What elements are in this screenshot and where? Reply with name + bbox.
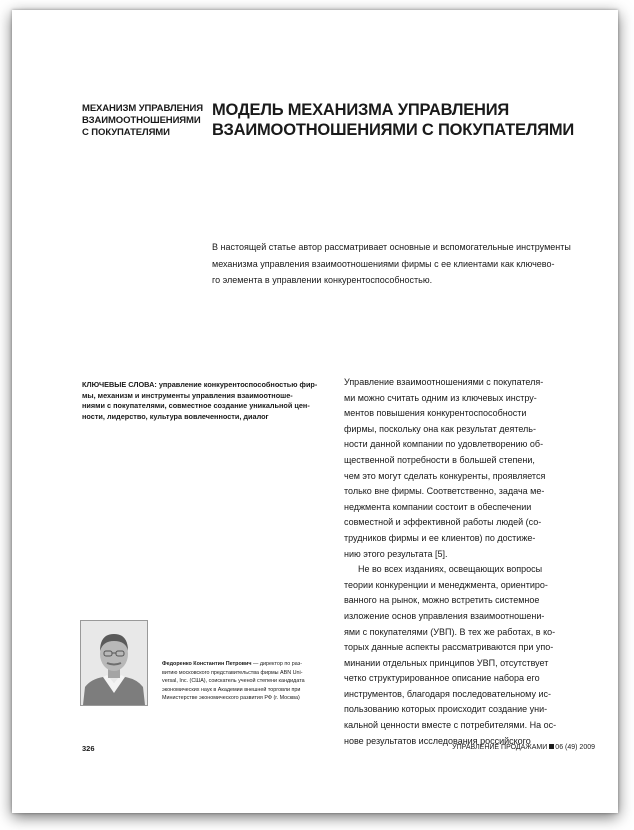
- author-name: Федоренко Константин Петрович: [162, 661, 252, 667]
- body-line: только вне фирмы. Соответственно, задача ме-: [344, 486, 545, 497]
- body-line: ми можно считать одним из ключевых инстру-: [344, 392, 537, 403]
- journal-issue: 06 (49) 2009: [555, 744, 595, 751]
- section-rubric: [82, 103, 222, 139]
- keywords-line: ниями с покупателями, совместное создание уникальной цен-: [82, 401, 310, 411]
- author-bio-line: Министерстве экономического развития РФ (г. Москва): [162, 695, 300, 702]
- body-line: кальной ценности вместе с потребителями. На ос-: [344, 720, 557, 731]
- body-line: пользованию которых происходит создание уни-: [344, 704, 548, 715]
- article-lead: [212, 239, 602, 289]
- body-line: нове результатов исследования российского: [344, 735, 531, 746]
- keywords-line: мы, механизм и инструменты управления взаимоотноше-: [82, 390, 293, 400]
- body-line: ментов повышения конкурентоспособности: [344, 408, 527, 419]
- body-line: нию этого результата [5].: [344, 548, 448, 559]
- keywords-line: КЛЮЧЕВЫЕ СЛОВА: управление конкурентоспособностью фир-: [82, 380, 318, 389]
- author-bio: [162, 660, 332, 703]
- body-line: фирмы, поскольку она как результат деятель-: [344, 423, 536, 434]
- author-photo: [80, 620, 148, 706]
- author-bio-line: versal, Inc. (США), соискатель ученой степени кандидата: [162, 678, 305, 685]
- body-line: щественной потребности в большей степени,: [344, 454, 535, 465]
- article-title: [212, 100, 602, 140]
- body-line: трудников фирмы и ее клиентов) по достиже-: [344, 532, 536, 543]
- keywords-block: [82, 380, 332, 422]
- body-line: чем это могут сделать конкуренты, проявляется: [344, 470, 546, 481]
- page-number: 326: [82, 744, 95, 753]
- body-line: изложение основ управления взаимоотношени-: [344, 610, 545, 621]
- title-line: ВЗАИМООТНОШЕНИЯМИ С ПОКУПАТЕЛЯМИ: [212, 121, 575, 139]
- body-line: ями с покупателями (УВП). В тех же работах, в ко-: [344, 626, 556, 637]
- lead-line: механизма управления взаимоотношениями фирмы с ее клиентами как ключево-: [212, 258, 555, 269]
- body-line: теории конкуренции и менеджмента, ориентиро-: [344, 579, 548, 590]
- rubric-line: ВЗАИМООТНОШЕНИЯМИ: [82, 115, 201, 126]
- body-text-column: [344, 375, 606, 749]
- author-portrait-illustration: [81, 621, 147, 705]
- rubric-line: МЕХАНИЗМ УПРАВЛЕНИЯ: [82, 103, 203, 114]
- lead-line: В настоящей статье автор рассматривает основные и вспомогательные инструменты: [212, 242, 571, 252]
- keywords-line: ности, лидерство, культура вовлеченности, диалог: [82, 411, 269, 421]
- journal-page: [12, 10, 618, 813]
- square-bullet-icon: [549, 744, 554, 749]
- body-line: четко структурированное описание набора его: [344, 673, 540, 684]
- body-line: торых данные аспекты рассматриваются при упо-: [344, 642, 554, 653]
- body-line: инструментов, благодаря последовательному ис-: [344, 688, 551, 699]
- body-line: совместной и эффективной работы людей (со-: [344, 517, 542, 528]
- author-bio-text: — директор по раз-: [251, 661, 302, 667]
- journal-footer: [452, 744, 595, 751]
- body-line: Управление взаимоотношениями с покупателя-: [344, 377, 544, 387]
- journal-name: УПРАВЛЕНИЕ ПРОДАЖАМИ: [452, 744, 548, 751]
- author-bio-line: [162, 660, 332, 669]
- body-line: Не во всех изданиях, освещающих вопросы: [358, 564, 543, 575]
- lead-line: го элемента в управлении конкурентоспособностью.: [212, 275, 433, 285]
- title-line: МОДЕЛЬ МЕХАНИЗМА УПРАВЛЕНИЯ: [212, 101, 510, 119]
- body-line: неджмента компании состоит в обеспечении: [344, 501, 532, 512]
- body-line: ности данной компании по удовлетворению об-: [344, 439, 544, 450]
- body-line: ванного на рынок, можно встретить системное: [344, 595, 540, 606]
- rubric-line: С ПОКУПАТЕЛЯМИ: [82, 127, 170, 138]
- author-bio-line: витию московского представительства фирмы ABN Uni-: [162, 669, 303, 676]
- author-bio-line: экономических наук в Академии внешней торговли при: [162, 686, 301, 693]
- body-line: минании отдельных принципов УВП, отсутствует: [344, 657, 549, 668]
